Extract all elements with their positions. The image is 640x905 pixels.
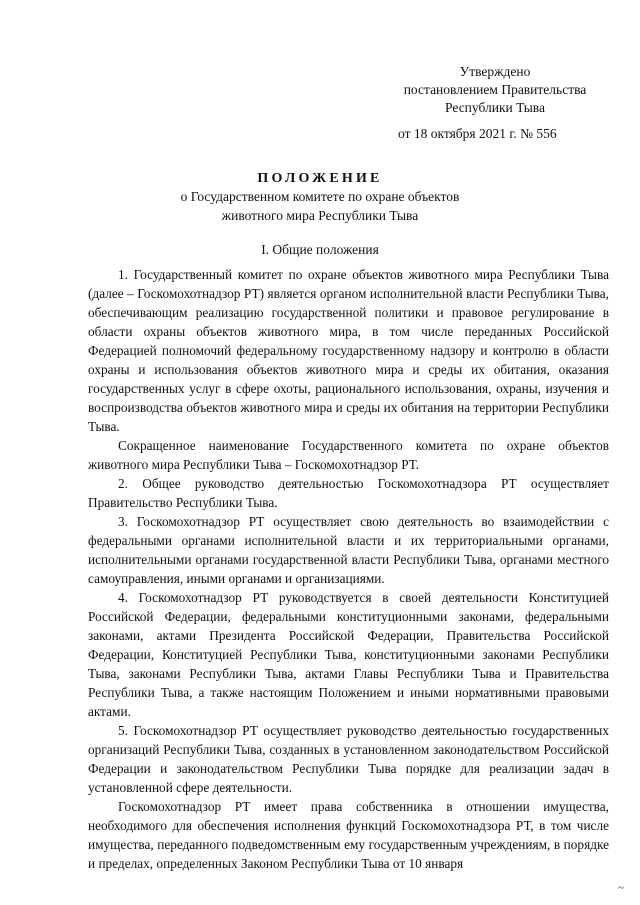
subtitle-line: животного мира Республики Тыва (221, 208, 419, 223)
section-heading: I. Общие положения (261, 242, 379, 257)
paragraph: 2. Общее руководство деятельностью Госкомохотнадзора РТ осуществляет Правительство Республики Тыва. (88, 476, 609, 510)
document-title: ПОЛОЖЕНИЕ (257, 171, 383, 186)
approval-line: Республики Тыва (445, 100, 545, 115)
paragraph: 5. Госкомохотнадзор РТ осуществляет руководство деятельностью государственных организаций Республики Тыва, созданных в установленном законодательством Российской Федерации и законодательством Республики Тыва порядке для реализации задач в установленной сфере деятельности. (88, 723, 609, 795)
approval-block (380, 63, 610, 117)
paragraph: 3. Госкомохотнадзор РТ осуществляет свою деятельность во взаимодействии с федеральными органами исполнительной власти и их территориальными органами, исполнительными органами государственной власти Республики Тыва, органами местного самоуправления, иными органами и организациями. (88, 514, 609, 586)
approval-line: Утверждено (459, 64, 531, 79)
approval-date: от 18 октября 2021 г. № 556 (398, 126, 557, 141)
paragraph: Сокращенное наименование Государственного комитета по охране объектов животного мира Республики Тыва – Госкомохотнадзор РТ. (88, 438, 609, 472)
document-subtitle (0, 187, 640, 225)
paragraph: Госкомохотнадзор РТ имеет права собственника в отношении имущества, необходимого для обеспечения исполнения функций Госкомохотнадзора РТ, в том числе имущества, переданного подведомственным ему государственным учреждениям, в порядке и пределах, определенных Законом Республики Тыва от 10 января (88, 799, 609, 871)
subtitle-line: о Государственном комитете по охране объектов (180, 189, 460, 204)
corner-mark: ~ (618, 882, 624, 894)
paragraph: 4. Госкомохотнадзор РТ руководствуется в своей деятельности Конституцией Российской Федерации, федеральными конституционными законами, федеральными законами, актами Президента Российской Федерации, Правительства Российской Федерации, Конституцией Республики Тыва, конституционными законами Республики Тыва, законами Республики Тыва, актами Главы Республики Тыва и Правительства Республики Тыва, а также настоящим Положением и иными нормативными правовыми актами. (88, 590, 609, 719)
paragraph: 1. Государственный комитет по охране объектов животного мира Республики Тыва (далее – Госкомохотнадзор РТ) является органом исполнительной власти Республики Тыва, обеспечивающим реализацию государственной политики и правовое регулирование в области охраны объектов животного мира, в том числе переданных Российской Федерацией полномочий федеральному государственному надзору и контролю в области охраны и использования объектов животного мира и среды их обитания, оказания государственных услуг в сфере охоты, рационального использования, охраны, изучения и воспроизводства объектов животного мира и среды их обитания на территории Республики Тыва. (88, 267, 609, 434)
document-body (88, 265, 609, 873)
approval-line: постановлением Правительства (403, 82, 587, 97)
